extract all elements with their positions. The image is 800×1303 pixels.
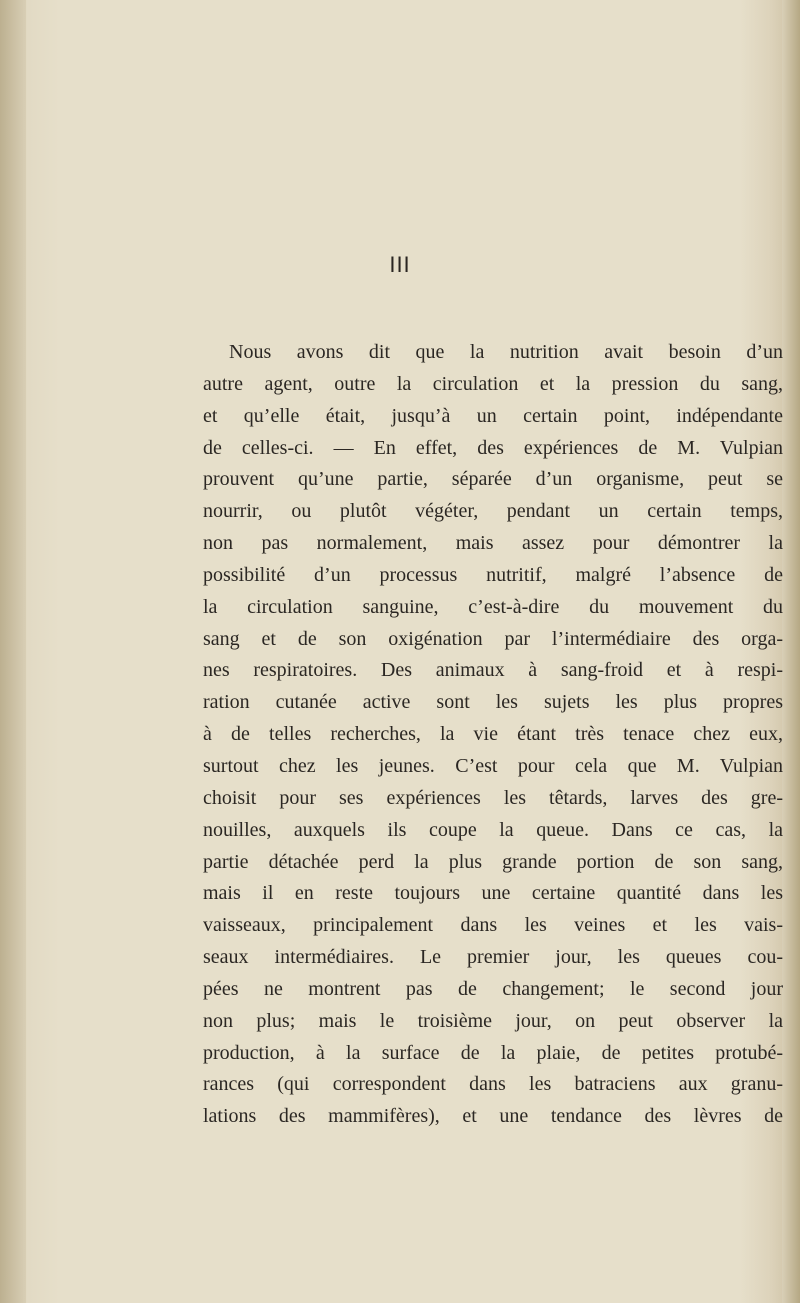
text-line: la circulation sanguine, c’est-à-dire du mouvement du <box>203 595 783 618</box>
text-line: seaux intermédiaires. Le premier jour, les queues cou- <box>203 946 783 969</box>
text-line: Nous avons dit que la nutrition avait besoin d’un <box>229 341 783 363</box>
text-line: de celles-ci. — En effet, des expériences de M. Vulpian <box>203 436 783 459</box>
page-edge <box>782 0 800 1303</box>
body-paragraph <box>203 337 783 1133</box>
text-line: lations des mammifères), et une tendance des lèvres de <box>203 1105 783 1128</box>
text-line: vaisseaux, principalement dans les veines et les vais- <box>203 914 783 937</box>
text-line: possibilité d’un processus nutritif, malgré l’absence de <box>203 563 783 586</box>
text-line: pées ne montrent pas de changement; le second jour <box>203 977 783 1000</box>
section-heading: III <box>389 252 411 277</box>
text-line: choisit pour ses expériences les têtards, larves des gre- <box>203 786 783 809</box>
text-line: ration cutanée active sont les sujets les plus propres <box>203 691 783 714</box>
book-gutter <box>0 0 26 1303</box>
text-line: non plus; mais le troisième jour, on peut observer la <box>203 1009 783 1032</box>
text-line: sang et de son oxigénation par l’intermédiaire des orga- <box>203 627 783 650</box>
text-line: partie détachée perd la plus grande portion de son sang, <box>203 850 783 873</box>
text-line: surtout chez les jeunes. C’est pour cela que M. Vulpian <box>203 754 783 777</box>
text-line: mais il en reste toujours une certaine quantité dans les <box>203 882 783 905</box>
text-line: nes respiratoires. Des animaux à sang-froid et à respi- <box>203 659 783 682</box>
text-line: non pas normalement, mais assez pour démontrer la <box>203 532 783 555</box>
text-line: à de telles recherches, la vie étant très tenace chez eux, <box>203 723 783 746</box>
text-line: production, à la surface de la plaie, de petites protubé- <box>203 1041 783 1064</box>
text-line: rances (qui correspondent dans les batraciens aux granu- <box>203 1073 783 1096</box>
text-line: prouvent qu’une partie, séparée d’un organisme, peut se <box>203 468 783 491</box>
text-line: autre agent, outre la circulation et la pression du sang, <box>203 372 783 395</box>
text-line: nouilles, auxquels ils coupe la queue. Dans ce cas, la <box>203 818 783 841</box>
text-line: nourrir, ou plutôt végéter, pendant un certain temps, <box>203 500 783 523</box>
text-line: et qu’elle était, jusqu’à un certain point, indépendante <box>203 404 783 427</box>
